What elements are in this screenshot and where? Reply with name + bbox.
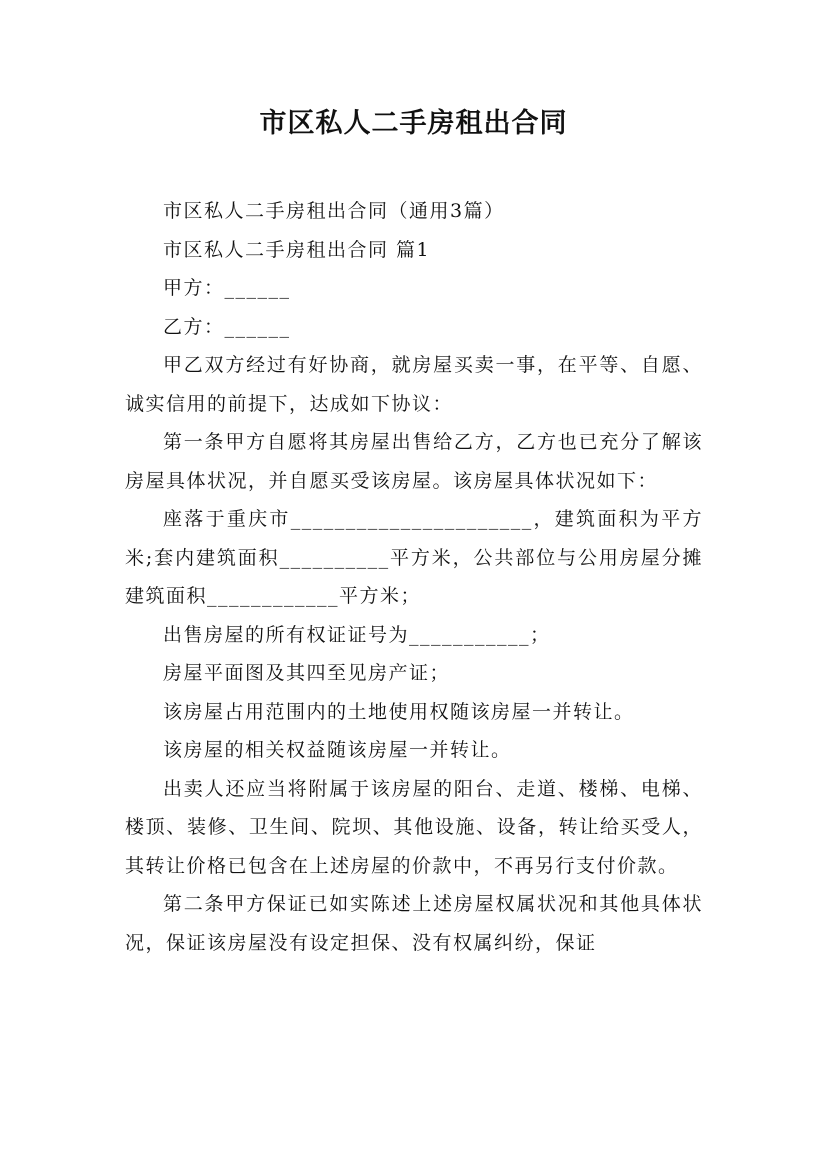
- paragraph-attachments: 出卖人还应当将附属于该房屋的阳台、走道、楼梯、电梯、楼顶、装修、卫生间、院坝、其他设施、设备，转让给买受人，其转让价格已包含在上述房屋的价款中，不再另行支付价款。: [125, 777, 703, 877]
- paragraph-certificate: 出售房屋的所有权证证号为___________；: [163, 623, 551, 646]
- paragraph-article-1: 第一条甲方自愿将其房屋出售给乙方，乙方也已充分了解该房屋具体状况，并自愿买受该房屋。该房屋具体状况如下：: [125, 431, 703, 492]
- paragraph-floor-plan: 房屋平面图及其四至见房产证；: [163, 662, 451, 684]
- paragraph-location: 座落于重庆市______________________，建筑面积为平方米;套内建筑面积__________平方米，公共部位与公用房屋分摊建筑面积____________平方米；: [125, 508, 703, 607]
- document-title: 市区私人二手房租出合同: [259, 108, 568, 139]
- paragraph-subtitle: 市区私人二手房租出合同（通用3篇）: [163, 200, 505, 222]
- paragraph-preamble: 甲乙双方经过有好协商，就房屋买卖一事，在平等、自愿、诚实信用的前提下，达成如下协议：: [125, 354, 703, 415]
- document-body: [125, 192, 703, 962]
- paragraph-rights: 该房屋的相关权益随该房屋一并转让。: [163, 739, 512, 761]
- paragraph-part-heading: 市区私人二手房租出合同 篇1: [163, 238, 431, 261]
- paragraph-article-2: 第二条甲方保证已如实陈述上述房屋权属状况和其他具体状况，保证该房屋没有设定担保、没有权属纠纷，保证: [125, 893, 703, 954]
- paragraph-party-a: 甲方：______: [163, 277, 291, 299]
- paragraph-land-use: 该房屋占用范围内的土地使用权随该房屋一并转让。: [163, 700, 635, 723]
- paragraph-party-b: 乙方：______: [163, 315, 291, 338]
